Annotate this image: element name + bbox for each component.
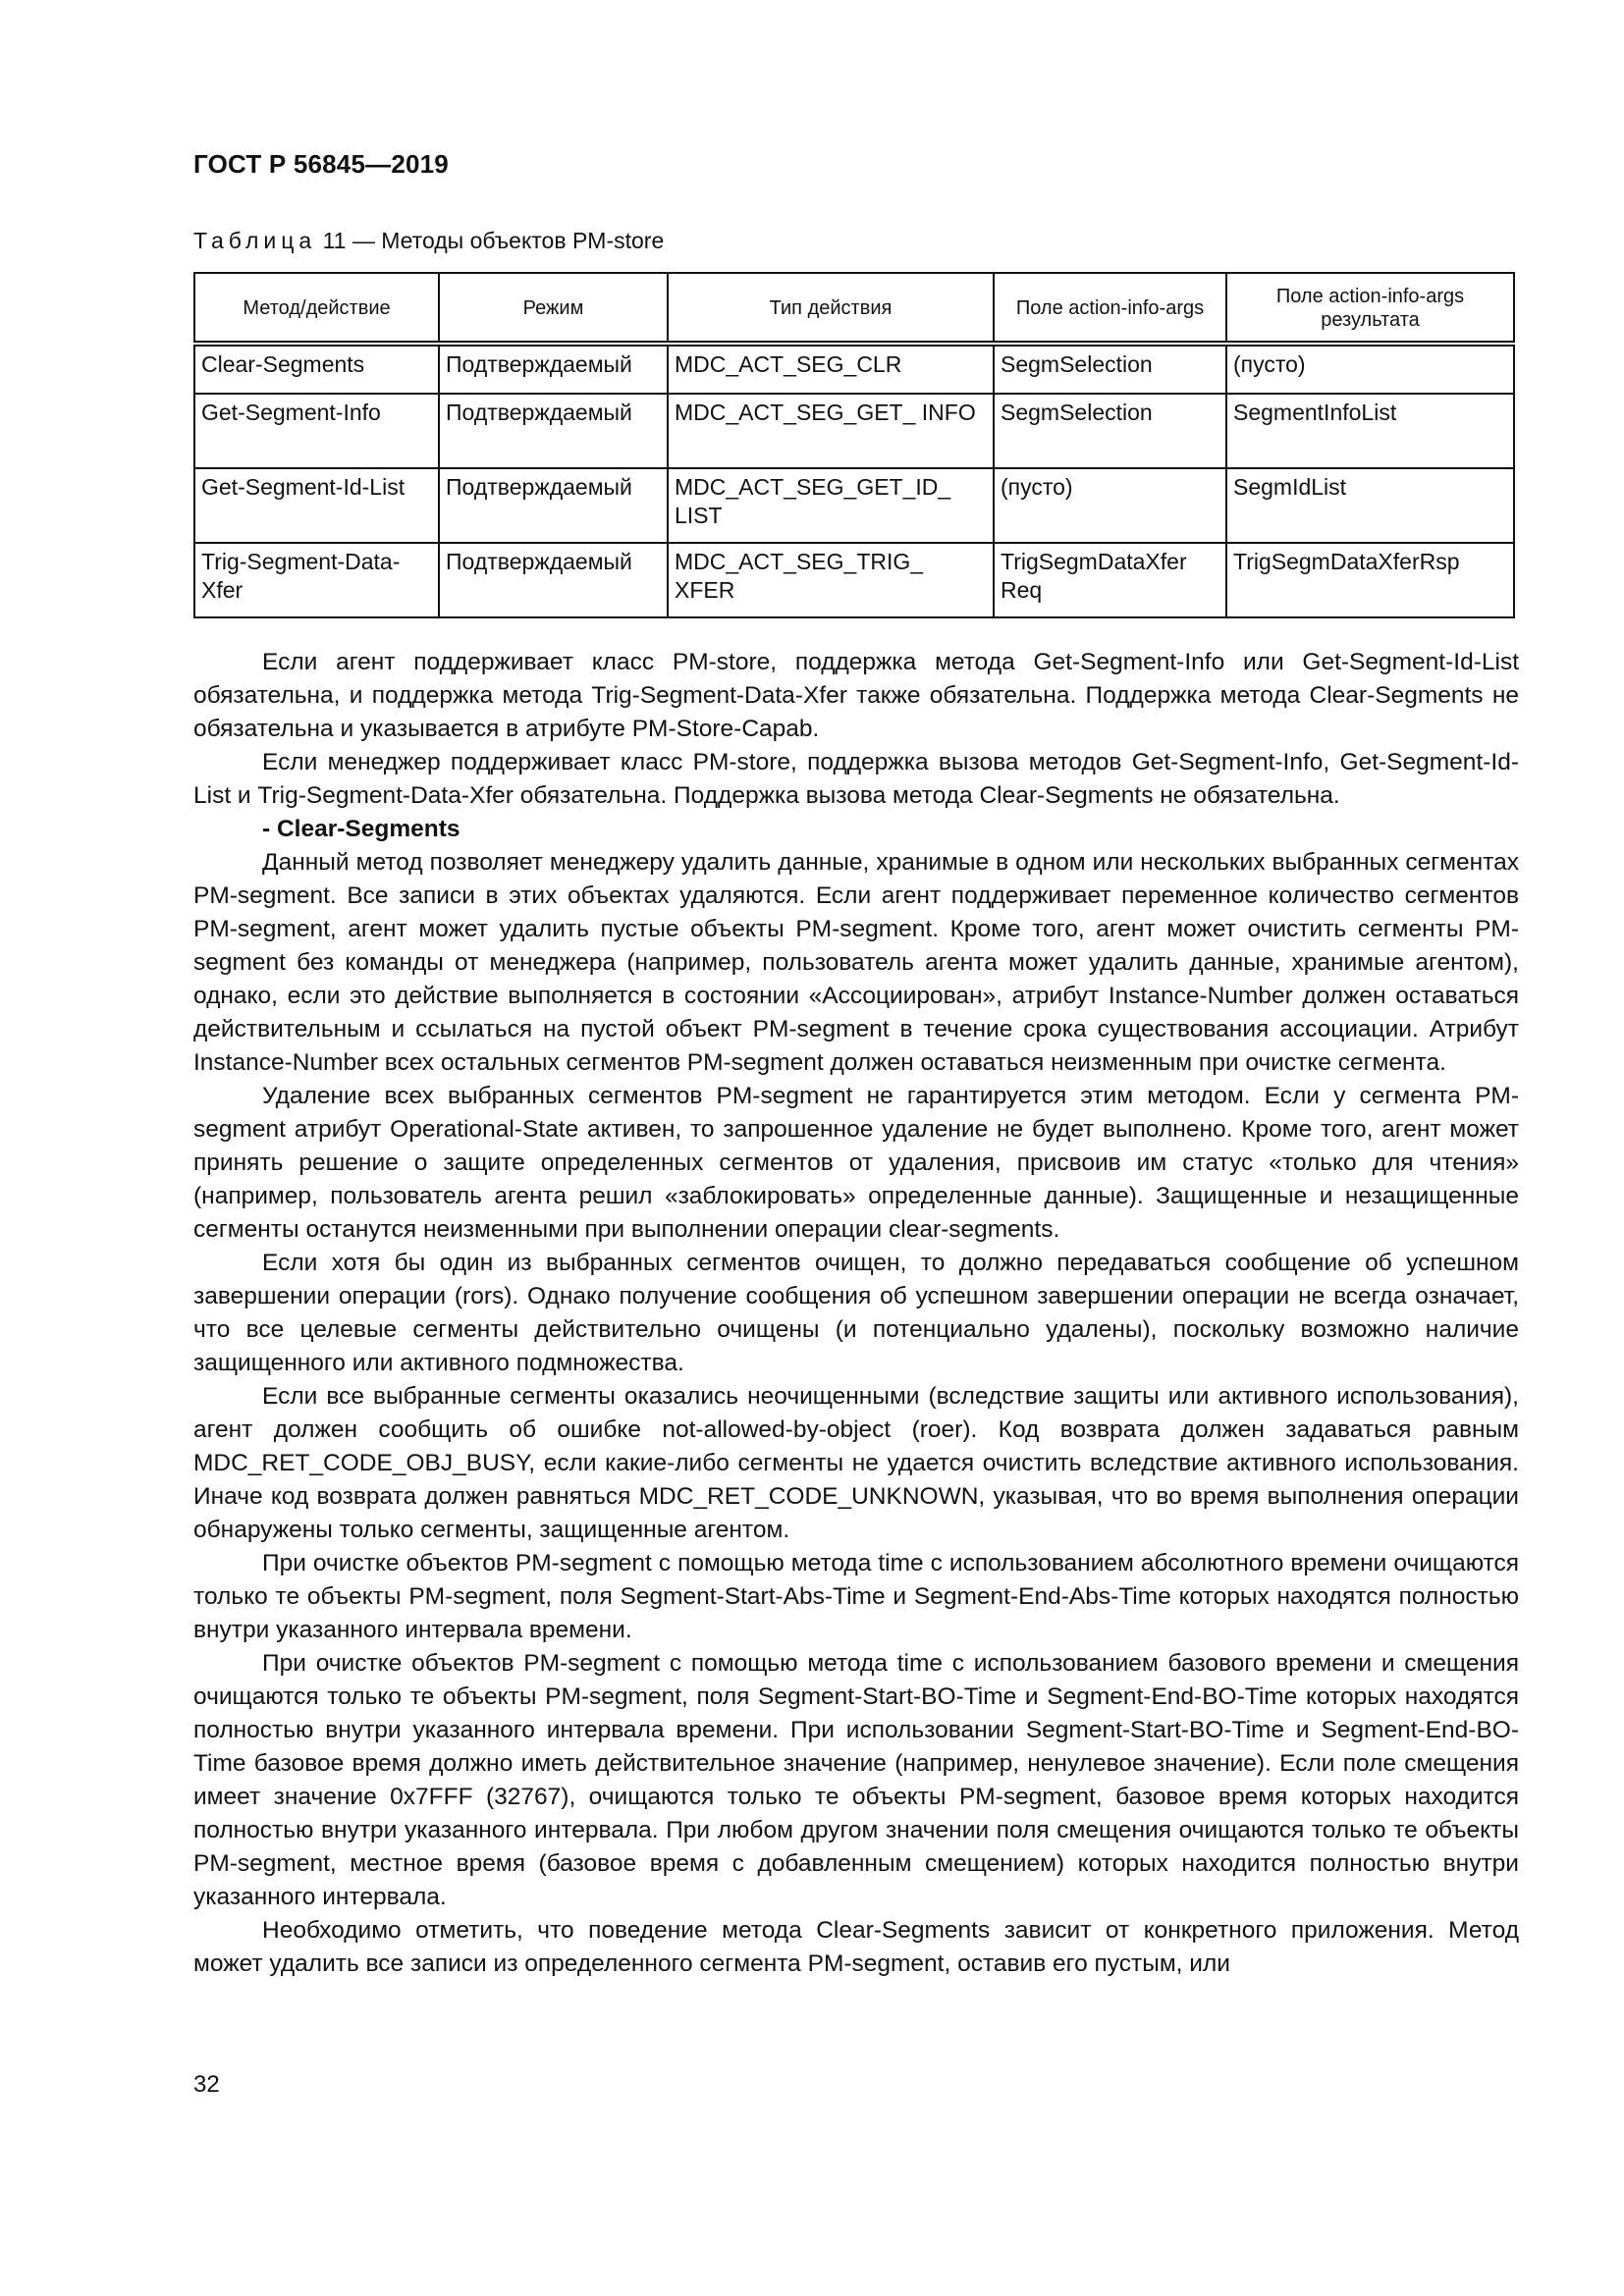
paragraph-agent-support: Если агент поддерживает класс PM-store, поддержка метода Get-Segment-Info или Get-Segment-Id-List обязательна, и поддержка метода Trig-Segment-Data-Xfer также обязательна. Поддержка метода Clear-Segments не обязательна и указывается в атрибуте PM-Store-Capab. bbox=[193, 649, 1519, 742]
paragraph: Если хотя бы один из выбранных сегментов очищен, то должно передаваться сообщение об успешном завершении операции (rors). Однако получение сообщения об успешном завершении операции не всегда означает, что все целевые сегменты действительно очищены (и потенциально удалены), поскольку возможно наличие защищенного или активного подмножества. bbox=[193, 1250, 1519, 1376]
column-header-result-args: Поле action-info-args результата bbox=[1226, 273, 1514, 344]
cell-mode: Подтверждаемый bbox=[439, 543, 668, 617]
page-number: 32 bbox=[193, 2071, 220, 2098]
column-header-mode: Режим bbox=[439, 273, 668, 344]
cell-method: Trig-Segment-Data-Xfer bbox=[194, 543, 439, 617]
body-text bbox=[193, 646, 1519, 1981]
table-row bbox=[194, 394, 1514, 468]
paragraph: Необходимо отметить, что поведение метода Clear-Segments зависит от конкретного приложения. Метод может удалить все записи из определенного сегмента PM-segment, оставив его пустым, или bbox=[193, 1917, 1519, 1977]
cell-result-args: SegmIdList bbox=[1226, 468, 1514, 543]
paragraph: Удаление всех выбранных сегментов PM-segment не гарантируется этим методом. Если у сегмента PM-segment атрибут Operational-State активен, то запрошенное удаление не будет выполнено. Кроме того, агент может принять решение о защите определенных сегментов от удаления, присвоив им статус «только для чтения» (например, пользователь агента решил «заблокировать» определенные данные). Защищенные и незащищенные сегменты останутся неизменными при выполнении операции clear-segments. bbox=[193, 1083, 1519, 1243]
cell-mode: Подтверждаемый bbox=[439, 468, 668, 543]
cell-result-args: SegmentInfoList bbox=[1226, 394, 1514, 468]
paragraph: Данный метод позволяет менеджеру удалить данные, хранимые в одном или нескольких выбранных сегментах PM-segment. Все записи в этих объектах удаляются. Если агент поддерживает переменное количество сегментов PM-segment, агент может удалить пустые объекты PM-segment. Кроме того, агент может очистить сегменты PM-segment без команды от менеджера (например, пользователь агента может удалить данные, хранимые агентом), однако, если это действие выполняется в состоянии «Ассоциирован», атрибут Instance-Number должен оставаться действительным и ссылаться на пустой объект PM-segment в течение срока существования ассоциации. Атрибут Instance-Number всех остальных сегментов PM-segment должен оставаться неизменным при очистке сегмента. bbox=[193, 849, 1519, 1076]
table-row bbox=[194, 543, 1514, 617]
cell-action-info-args: SegmSelection bbox=[994, 394, 1226, 468]
table-header-row bbox=[194, 273, 1514, 344]
column-header-action-type: Тип действия bbox=[668, 273, 994, 344]
section-heading-clear-segments: - Clear-Segments bbox=[262, 816, 460, 842]
table-caption-text: 11 — Методы объектов PM-store bbox=[316, 228, 665, 253]
cell-result-args: (пусто) bbox=[1226, 344, 1514, 394]
table-row bbox=[194, 344, 1514, 394]
cell-method: Get-Segment-Info bbox=[194, 394, 439, 468]
table-caption bbox=[193, 228, 664, 254]
paragraph: При очистке объектов PM-segment с помощью метода time с использованием базового времени и смещения очищаются только те объекты PM-segment, поля Segment-Start-BO-Time и Segment-End-BO-Time которых находятся полностью внутри указанного интервала времени. При использовании Segment-Start-BO-Time и Segment-End-BO-Time базовое время должно иметь действительное значение (например, ненулевое значение). Если поле смещения имеет значение 0x7FFF (32767), очищаются только те объекты PM-segment, базовое время которых находится полностью внутри указанного интервала. При любом другом значении поля смещения очищаются только те объекты PM-segment, местное время (базовое время с добавленным смещением) которых находится полностью внутри указанного интервала. bbox=[193, 1650, 1519, 1910]
methods-table bbox=[193, 272, 1515, 618]
column-header-method: Метод/действие bbox=[194, 273, 439, 344]
table-caption-prefix: Таблица bbox=[193, 228, 317, 253]
cell-result-args: TrigSegmDataXferRsp bbox=[1226, 543, 1514, 617]
cell-action-type: MDC_ACT_SEG_GET_ID_ LIST bbox=[668, 468, 994, 543]
cell-method: Clear-Segments bbox=[194, 344, 439, 394]
cell-action-type: MDC_ACT_SEG_GET_ INFO bbox=[668, 394, 994, 468]
cell-action-type: MDC_ACT_SEG_TRIG_ XFER bbox=[668, 543, 994, 617]
cell-action-info-args: TrigSegmDataXfer Req bbox=[994, 543, 1226, 617]
table-row bbox=[194, 468, 1514, 543]
column-header-action-info-args: Поле action-info-args bbox=[994, 273, 1226, 344]
paragraph-manager-support: Если менеджер поддерживает класс PM-store, поддержка вызова методов Get-Segment-Info, Get-Segment-Id-List и Trig-Segment-Data-Xfer обязательна. Поддержка вызова метода Clear-Segments не обязательна. bbox=[193, 749, 1519, 809]
cell-action-info-args: (пусто) bbox=[994, 468, 1226, 543]
cell-action-type: MDC_ACT_SEG_CLR bbox=[668, 344, 994, 394]
cell-action-info-args: SegmSelection bbox=[994, 344, 1226, 394]
paragraph: При очистке объектов PM-segment с помощью метода time с использованием абсолютного времени очищаются только те объекты PM-segment, поля Segment-Start-Abs-Time и Segment-End-Abs-Time которых находятся полностью внутри указанного интервала времени. bbox=[193, 1550, 1519, 1643]
cell-method: Get-Segment-Id-List bbox=[194, 468, 439, 543]
cell-mode: Подтверждаемый bbox=[439, 394, 668, 468]
document-title: ГОСТ Р 56845—2019 bbox=[193, 149, 449, 179]
cell-mode: Подтверждаемый bbox=[439, 344, 668, 394]
paragraph: Если все выбранные сегменты оказались неочищенными (вследствие защиты или активного использования), агент должен сообщить об ошибке not-allowed-by-object (roer). Код возврата должен задаваться равным MDC_RET_CODE_OBJ_BUSY, если какие-либо сегменты не удается очистить вследствие активного использования. Иначе код возврата должен равняться MDC_RET_CODE_UNKNOWN, указывая, что во время выполнения операции обнаружены только сегменты, защищенные агентом. bbox=[193, 1383, 1519, 1543]
